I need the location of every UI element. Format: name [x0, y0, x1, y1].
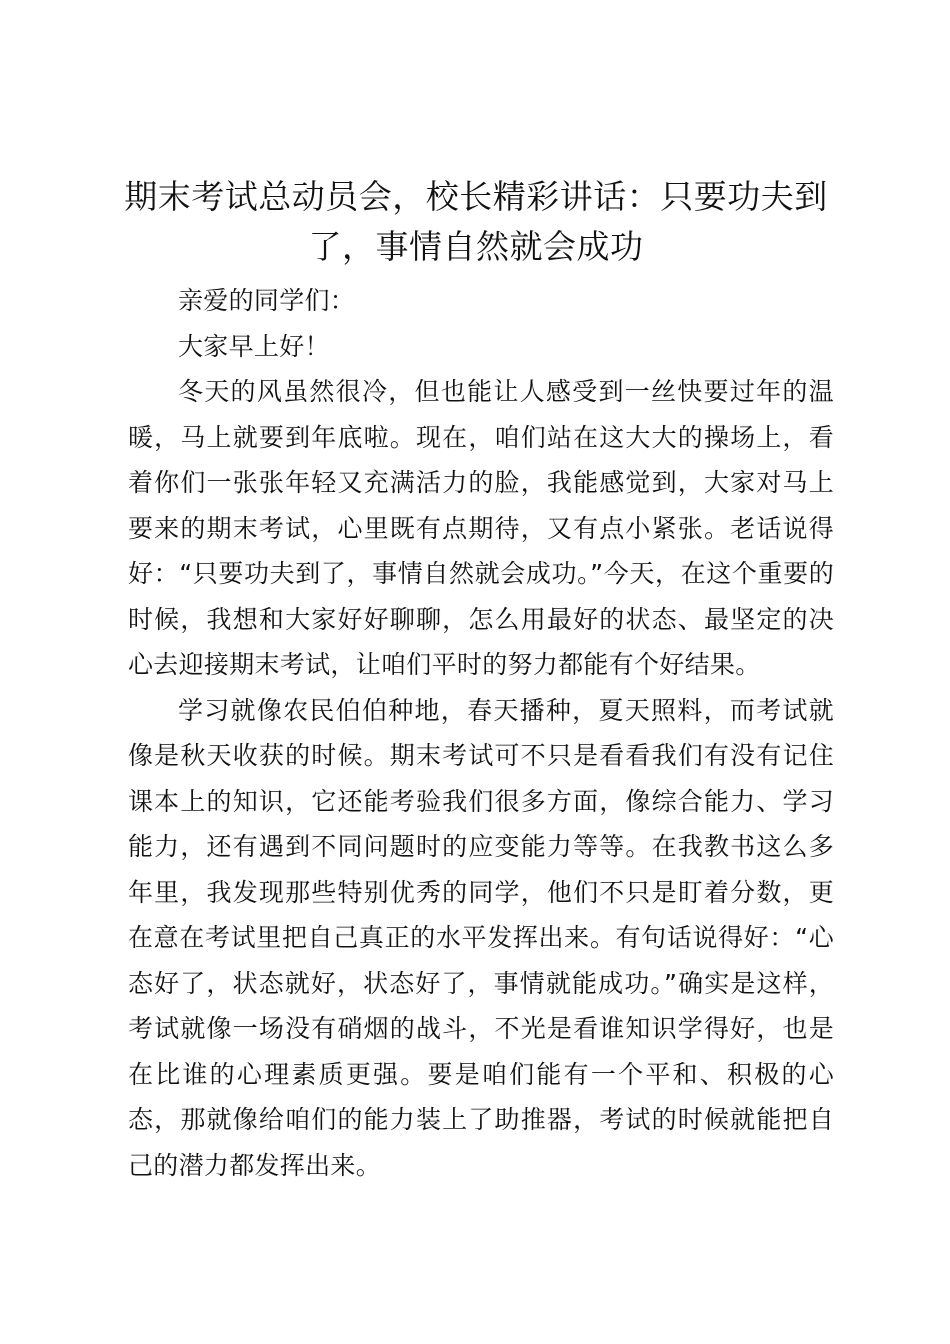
body-paragraph: 冬天的风虽然很冷，但也能让人感受到一丝快要过年的温暖，马上就要到年底啦。现在，咱们站在这大大的操场上，看着你们一张张年轻又充满活力的脸，我能感觉到，大家对马上要来的期末考试，心里既有点期待，又有点小紧张。老话说得好：“只要功夫到了，事情自然就会成功。”今天，在这个重要的时候，我想和大家好好聊聊，怎么用最好的状态、最坚定的决心去迎接期末考试，让咱们平时的努力都能有个好结果。	[128, 377, 834, 679]
document-body	[128, 278, 834, 1188]
body-paragraph: 学习就像农民伯伯种地，春天播种，夏天照料，而考试就像是秋天收获的时候。期末考试可不只是看看我们有没有记住课本上的知识，它还能考验我们很多方面，像综合能力、学习能力，还有遇到不同问题时的应变能力等等。在我教书这么多年里，我发现那些特别优秀的同学，他们不只是盯着分数，更在意在考试里把自己真正的水平发挥出来。有句话说得好：“心态好了，状态就好，状态好了，事情就能成功。”确实是这样，考试就像一场没有硝烟的战斗，不光是看谁知识学得好，也是在比谁的心理素质更强。要是咱们能有一个平和、积极的心态，那就像给咱们的能力装上了助推器，考试的时候就能把自己的潜力都发挥出来。	[128, 695, 834, 1180]
page-title: 期末考试总动员会，校长精彩讲话：只要功夫到了，事情自然就会成功	[124, 177, 828, 266]
salutation-paragraph: 亲爱的同学们：	[178, 286, 356, 315]
greeting-paragraph: 大家早上好！	[178, 331, 330, 361]
